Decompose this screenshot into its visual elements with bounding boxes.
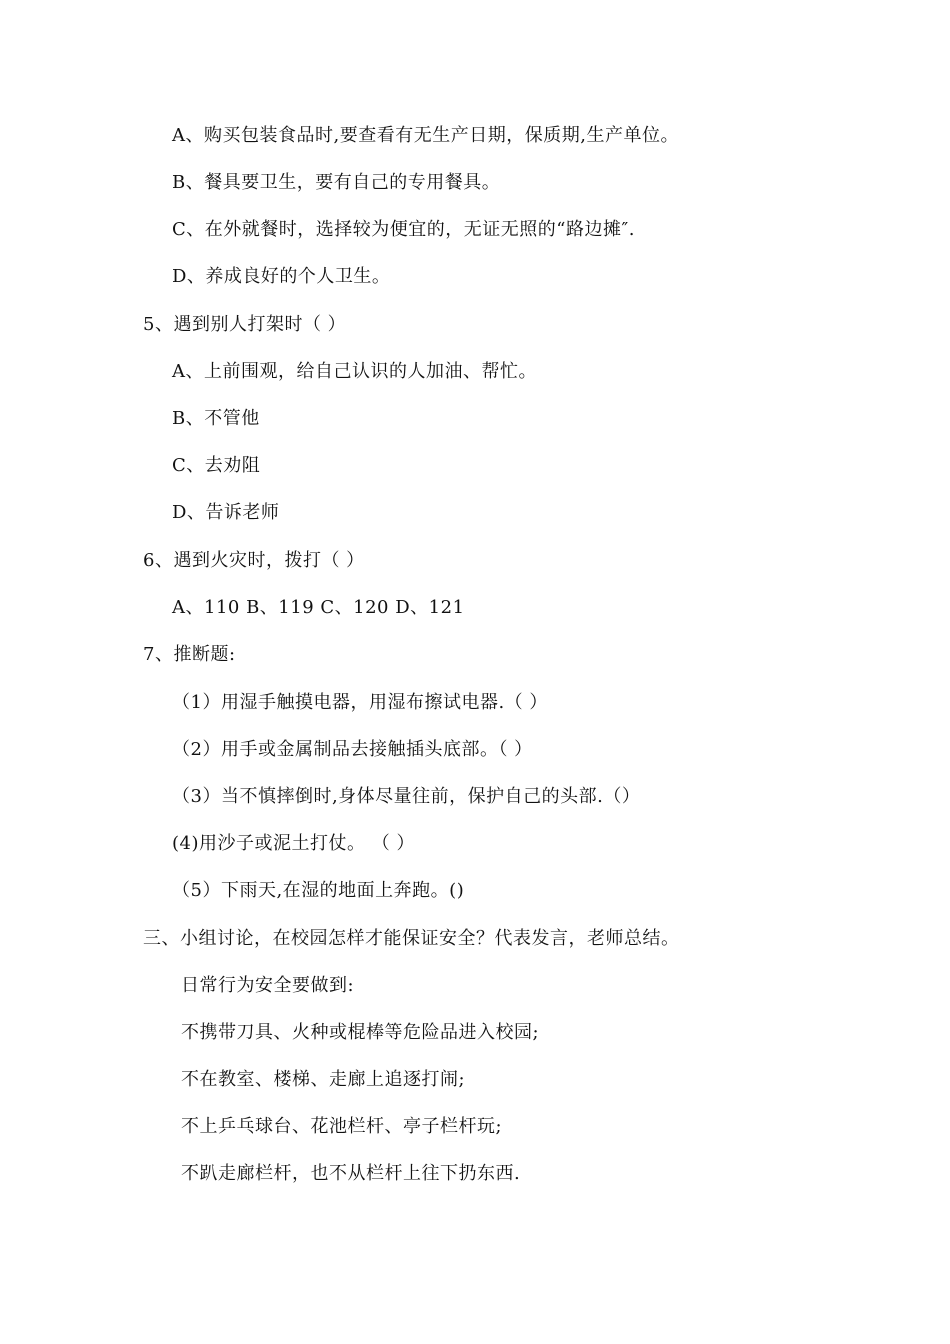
section-3-heading: 三、小组讨论，在校园怎样才能保证安全？代表发言，老师总结。 <box>143 928 680 949</box>
safety-rule-4: 不趴走廊栏杆，也不从栏杆上往下扔东西. <box>181 1163 521 1184</box>
judgment-4: (4)用沙子或泥土打仗。 （ ） <box>172 833 415 854</box>
question-6: 6、遇到火灾时，拨打（ ） <box>143 550 365 571</box>
judgment-5: （5）下雨天,在湿的地面上奔跑。() <box>172 880 465 901</box>
question-5: 5、遇到别人打架时（ ） <box>143 314 347 335</box>
safety-intro: 日常行为安全要做到: <box>181 975 355 996</box>
option-5b: B、不管他 <box>172 408 260 429</box>
options-6: A、110 B、119 C、120 D、121 <box>172 597 465 618</box>
option-4c: C、在外就餐时，选择较为便宜的，无证无照的“路边摊″. <box>172 219 635 240</box>
judgment-2: （2）用手或金属制品去接触插头底部。（ ） <box>172 739 533 760</box>
option-4d: D、养成良好的个人卫生。 <box>172 266 391 287</box>
option-4b: B、餐具要卫生，要有自己的专用餐具。 <box>172 172 501 193</box>
judgment-1: （1）用湿手触摸电器，用湿布擦试电器.（ ） <box>172 692 548 713</box>
question-7: 7、推断题: <box>143 644 236 665</box>
option-5a: A、上前围观，给自己认识的人加油、帮忙。 <box>172 361 537 382</box>
judgment-3: （3）当不慎摔倒时,身体尽量往前，保护自己的头部.（） <box>172 786 641 807</box>
safety-rule-2: 不在教室、楼梯、走廊上追逐打闹; <box>181 1069 466 1090</box>
option-5d: D、告诉老师 <box>172 502 280 523</box>
safety-rule-1: 不携带刀具、火种或棍棒等危险品进入校园; <box>181 1022 540 1043</box>
option-5c: C、去劝阻 <box>172 455 261 476</box>
option-4a: A、购买包装食品时,要查看有无生产日期，保质期,生产单位。 <box>172 125 679 146</box>
safety-rule-3: 不上乒乓球台、花池栏杆、亭子栏杆玩; <box>181 1116 503 1137</box>
